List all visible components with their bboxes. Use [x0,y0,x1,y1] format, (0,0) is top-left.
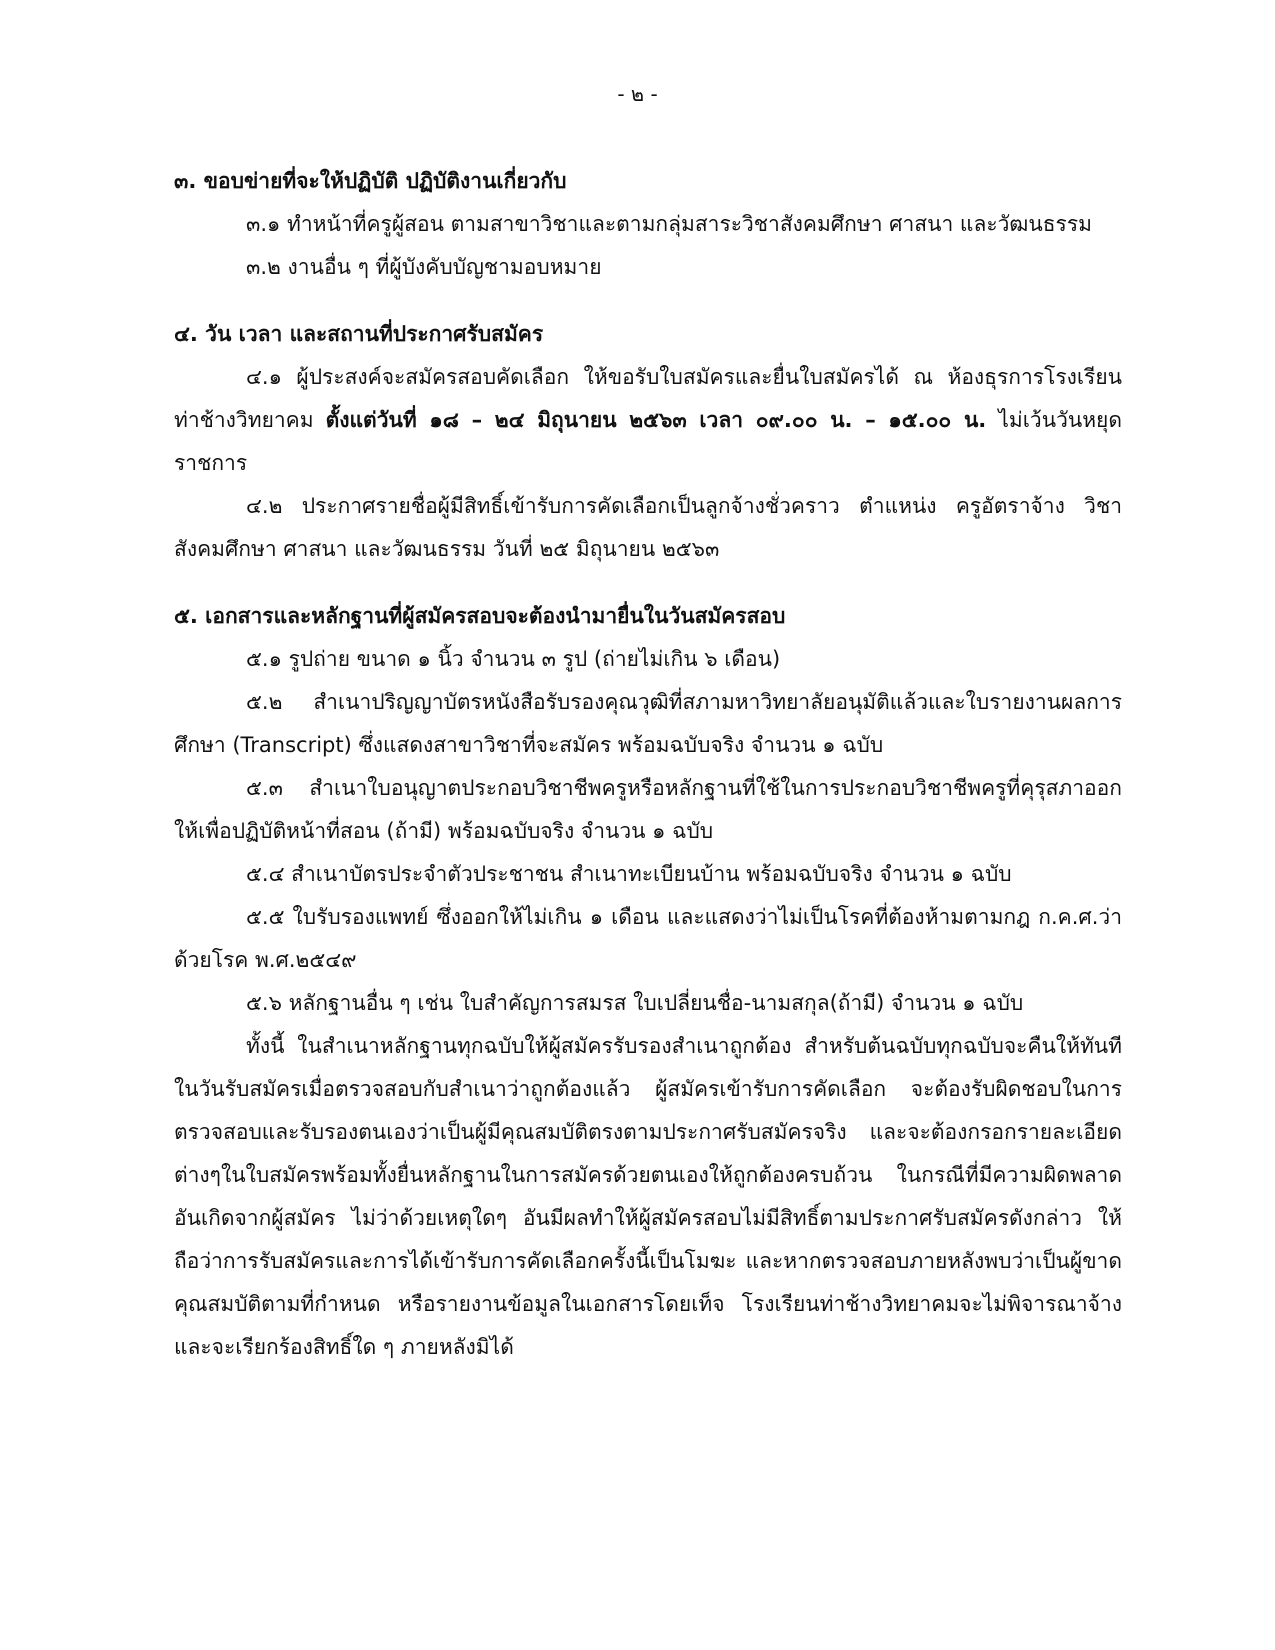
section-4-item-1-text: ๔.๑ ผู้ประสงค์จะสมัครสอบคัดเลือก ให้ขอรับใบสมัครและยื่นใบสมัครได้ ณ ห้องธุรการโรงเรียนท่าช้างวิทยาคม [174,365,1122,432]
section-4-item-2: ๔.๒ ประกาศรายชื่อผู้มีสิทธิ์เข้ารับการคัดเลือกเป็นลูกจ้างชั่วคราว ตำแหน่ง ครูอัตราจ้าง วิชาสังคมศึกษา ศาสนา และวัฒนธรรม วันที่ ๒๕ มิถุนายน ๒๕๖๓ [174,494,1122,561]
page-number: - ๒ - [617,82,658,106]
section-5-item-2: ๕.๒ สำเนาปริญญาบัตรหนังสือรับรองคุณวุฒิที่สภามหาวิทยาลัยอนุมัติแล้วและใบรายงานผลการศึกษา (Transcript) ซึ่งแสดงสาขาวิชาที่จะสมัคร พร้อมฉบับจริง จำนวน ๑ ฉบับ [174,690,1122,757]
section-5 [174,595,1122,1369]
section-5-item-6: ๕.๖ หลักฐานอื่น ๆ เช่น ใบสำคัญการสมรส ใบเปลี่ยนชื่อ-นามสกุล(ถ้ามี) จำนวน ๑ ฉบับ [246,991,1024,1015]
section-3-item-1: ๓.๑ ทำหน้าที่ครูผู้สอน ตามสาขาวิชาและตามกลุ่มสาระวิชาสังคมศึกษา ศาสนา และวัฒนธรรม [246,212,1092,236]
section-5-title: ๕. เอกสารและหลักฐานที่ผู้สมัครสอบจะต้องนำมายื่นในวันสมัครสอบ [174,604,786,628]
section-4-item-1 [174,356,1122,485]
section-3-item-2: ๓.๒ งานอื่น ๆ ที่ผู้บังคับบัญชามอบหมาย [246,255,602,279]
section-4-item-1-dates: ตั้งแต่วันที่ ๑๘ – ๒๔ มิถุนายน ๒๕๖๓ เวลา ๐๙.๐๐ น. – ๑๕.๐๐ น. [325,408,987,432]
document-body [174,160,1122,1369]
section-4-title: ๔. วัน เวลา และสถานที่ประกาศรับสมัคร [174,322,544,346]
section-4-item-1-tail: ไม่เว้นวันหยุดราชการ [174,408,1122,475]
section-5-item-3: ๕.๓ สำเนาใบอนุญาตประกอบวิชาชีพครูหรือหลักฐานที่ใช้ในการประกอบวิชาชีพครูที่คุรุสภาออกให้เพื่อปฏิบัติหน้าที่สอน (ถ้ามี) พร้อมฉบับจริง จำนวน ๑ ฉบับ [174,776,1122,843]
section-3-title: ๓. ขอบข่ายที่จะให้ปฏิบัติ ปฏิบัติงานเกี่ยวกับ [174,169,567,193]
section-4 [174,313,1122,571]
section-5-item-4: ๕.๔ สำเนาบัตรประจำตัวประชาชน สำเนาทะเบียนบ้าน พร้อมฉบับจริง จำนวน ๑ ฉบับ [246,862,1012,886]
section-3 [174,160,1122,289]
section-5-closing: ทั้งนี้ ในสำเนาหลักฐานทุกฉบับให้ผู้สมัครรับรองสำเนาถูกต้อง สำหรับต้นฉบับทุกฉบับจะคืนให้ทันทีในวันรับสมัครเมื่อตรวจสอบกับสำเนาว่าถูกต้องแล้ว ผู้สมัครเข้ารับการคัดเลือก จะต้องรับผิดชอบในการตรวจสอบและรับรองตนเองว่าเป็นผู้มีคุณสมบัติตรงตามประกาศรับสมัครจริง และจะต้องกรอกรายละเอียดต่างๆในใบสมัครพร้อมทั้งยื่นหลักฐานในการสมัครด้วยตนเองให้ถูกต้องครบถ้วน ในกรณีที่มีความผิดพลาดอันเกิดจากผู้สมัคร ไม่ว่าด้วยเหตุใดๆ อันมีผลทำให้ผู้สมัครสอบไม่มีสิทธิ์ตามประกาศรับสมัครดังกล่าว ให้ถือว่าการรับสมัครและการได้เข้ารับการคัดเลือกครั้งนี้เป็นโมฆะ และหากตรวจสอบภายหลังพบว่าเป็นผู้ขาดคุณสมบัติตามที่กำหนด หรือรายงานข้อมูลในเอกสารโดยเท็จ โรงเรียนท่าช้างวิทยาคมจะไม่พิจารณาจ้าง และจะเรียกร้องสิทธิ์ใด ๆ ภายหลังมิได้ [174,1034,1122,1359]
section-5-item-5: ๕.๕ ใบรับรองแพทย์ ซึ่งออกให้ไม่เกิน ๑ เดือน และแสดงว่าไม่เป็นโรคที่ต้องห้ามตามกฎ ก.ค.ศ.ว่าด้วยโรค พ.ศ.๒๕๔๙ [174,905,1122,972]
section-5-item-1: ๕.๑ รูปถ่าย ขนาด ๑ นิ้ว จำนวน ๓ รูป (ถ่ายไม่เกิน ๖ เดือน) [246,647,781,671]
